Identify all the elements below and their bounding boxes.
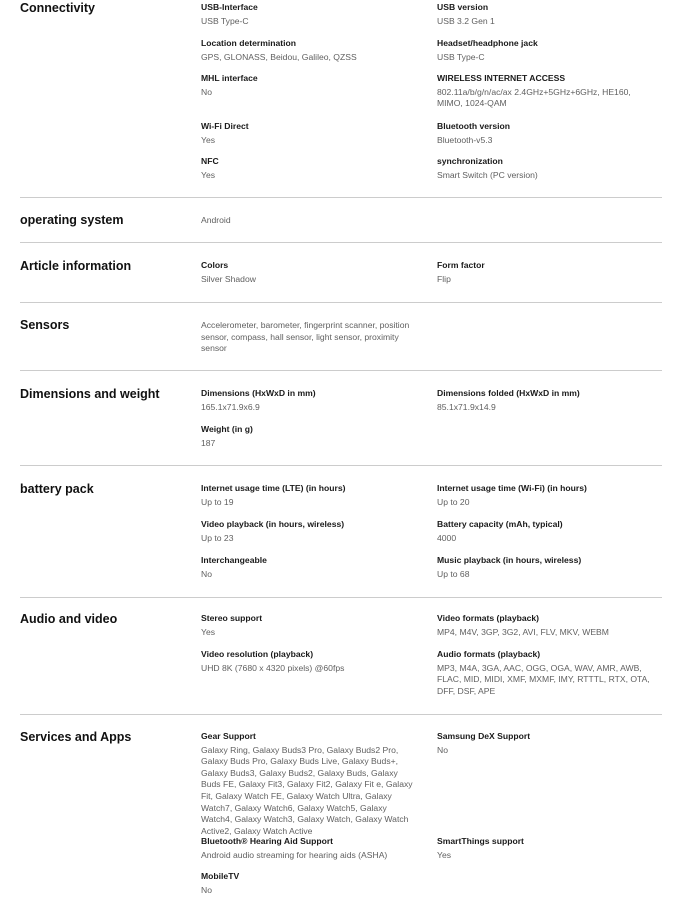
spec-usb-interface bbox=[201, 2, 413, 27]
section-divider bbox=[20, 242, 662, 243]
spec-label: USB-Interface bbox=[201, 2, 258, 12]
spec-label: Gear Support bbox=[201, 731, 256, 741]
spec-label: Colors bbox=[201, 260, 229, 270]
spec-synchronization bbox=[437, 156, 652, 181]
section-title: Dimensions and weight bbox=[20, 387, 160, 401]
spec-label: Bluetooth version bbox=[437, 121, 511, 131]
section-divider bbox=[20, 302, 662, 303]
spec-bluetooth-version bbox=[437, 121, 652, 146]
section-title: Connectivity bbox=[20, 1, 96, 15]
spec-label: Video formats (playback) bbox=[437, 613, 540, 623]
spec-label: MobileTV bbox=[201, 871, 240, 881]
spec-gear-support bbox=[201, 731, 413, 837]
spec-label: USB version bbox=[437, 2, 489, 12]
spec-value: Android audio streaming for hearing aids (ASHA) bbox=[201, 849, 388, 860]
spec-value: Up to 68 bbox=[437, 568, 470, 579]
spec-wireless-internet bbox=[437, 73, 652, 110]
spec-value: MP3, M4A, 3GA, AAC, OGG, OGA, WAV, AMR, AWB, FLAC, MID, MIDI, XMF, MXMF, IMY, RTTTL, RTX, OTA, DFF, DSF, APE bbox=[437, 662, 650, 696]
section-title: Article information bbox=[20, 259, 132, 273]
spec-label: NFC bbox=[201, 156, 219, 166]
spec-value: 4000 bbox=[437, 532, 457, 543]
spec-label: Internet usage time (Wi-Fi) (in hours) bbox=[437, 483, 587, 493]
section-title: Services and Apps bbox=[20, 730, 132, 744]
spec-label: SmartThings support bbox=[437, 836, 524, 846]
spec-hearing-aid-support bbox=[201, 836, 413, 861]
spec-value: Smart Switch (PC version) bbox=[437, 169, 538, 180]
spec-label: Internet usage time (LTE) (in hours) bbox=[201, 483, 346, 493]
section-title: Sensors bbox=[20, 318, 70, 332]
spec-label: Samsung DeX Support bbox=[437, 731, 531, 741]
spec-label: MHL interface bbox=[201, 73, 258, 83]
spec-value: 85.1x71.9x14.9 bbox=[437, 401, 496, 412]
section-divider bbox=[20, 370, 662, 371]
spec-internet-lte bbox=[201, 483, 413, 508]
spec-value: Bluetooth-v5.3 bbox=[437, 134, 493, 145]
section-title: battery pack bbox=[20, 482, 94, 496]
spec-label: Headset/headphone jack bbox=[437, 38, 538, 48]
spec-value: No bbox=[437, 744, 448, 755]
spec-video-playback bbox=[201, 519, 413, 544]
spec-value: GPS, GLONASS, Beidou, Galileo, QZSS bbox=[201, 51, 357, 62]
spec-value: Yes bbox=[201, 134, 216, 145]
section-divider bbox=[20, 465, 662, 466]
spec-value: Up to 23 bbox=[201, 532, 234, 543]
spec-value: USB 3.2 Gen 1 bbox=[437, 15, 495, 26]
spec-label: Weight (in g) bbox=[201, 424, 253, 434]
spec-form-factor bbox=[437, 260, 652, 285]
spec-label: Battery capacity (mAh, typical) bbox=[437, 519, 563, 529]
spec-video-resolution bbox=[201, 649, 413, 674]
spec-battery-capacity bbox=[437, 519, 652, 544]
spec-value: Up to 20 bbox=[437, 496, 470, 507]
section-divider bbox=[20, 714, 662, 715]
spec-label: Dimensions (HxWxD in mm) bbox=[201, 388, 316, 398]
spec-value: USB Type-C bbox=[437, 51, 485, 62]
spec-mhl-interface bbox=[201, 73, 413, 98]
spec-label: Interchangeable bbox=[201, 555, 267, 565]
spec-mobiletv bbox=[201, 871, 413, 896]
spec-label: synchronization bbox=[437, 156, 503, 166]
spec-label: WIRELESS INTERNET ACCESS bbox=[437, 73, 566, 83]
spec-operating-system bbox=[201, 215, 413, 227]
spec-label: Video playback (in hours, wireless) bbox=[201, 519, 345, 529]
spec-label: Wi-Fi Direct bbox=[201, 121, 249, 131]
spec-value: Yes bbox=[201, 169, 216, 180]
spec-value: Up to 19 bbox=[201, 496, 234, 507]
spec-value: MP4, M4V, 3GP, 3G2, AVI, FLV, MKV, WEBM bbox=[437, 626, 609, 637]
spec-smartthings bbox=[437, 836, 652, 861]
spec-value: 187 bbox=[201, 437, 216, 448]
spec-label: Music playback (in hours, wireless) bbox=[437, 555, 582, 565]
spec-location-determination bbox=[201, 38, 413, 63]
spec-internet-wifi bbox=[437, 483, 652, 508]
spec-value: UHD 8K (7680 x 4320 pixels) @60fps bbox=[201, 662, 345, 673]
spec-value: No bbox=[201, 568, 212, 579]
section-divider bbox=[20, 197, 662, 198]
spec-label: Location determination bbox=[201, 38, 297, 48]
spec-samsung-dex bbox=[437, 731, 652, 756]
spec-dimensions bbox=[201, 388, 413, 413]
spec-value: Silver Shadow bbox=[201, 273, 256, 284]
spec-value: Accelerometer, barometer, fingerprint scanner, position sensor, compass, hall sensor, light sensor, proximity sensor bbox=[201, 320, 410, 354]
spec-interchangeable bbox=[201, 555, 413, 580]
spec-label: Dimensions folded (HxWxD in mm) bbox=[437, 388, 580, 398]
spec-value: No bbox=[201, 884, 212, 895]
spec-value: USB Type-C bbox=[201, 15, 249, 26]
spec-label: Video resolution (playback) bbox=[201, 649, 314, 659]
spec-label: Stereo support bbox=[201, 613, 263, 623]
spec-value: Android bbox=[201, 215, 231, 225]
spec-audio-formats bbox=[437, 649, 652, 697]
spec-headset-jack bbox=[437, 38, 652, 63]
spec-wifi-direct bbox=[201, 121, 413, 146]
spec-colors bbox=[201, 260, 413, 285]
spec-sensors bbox=[201, 320, 413, 355]
section-title: operating system bbox=[20, 213, 124, 227]
spec-value: Yes bbox=[437, 849, 452, 860]
spec-value: 165.1x71.9x6.9 bbox=[201, 401, 260, 412]
spec-value: Flip bbox=[437, 273, 451, 284]
spec-nfc bbox=[201, 156, 413, 181]
spec-label: Form factor bbox=[437, 260, 485, 270]
spec-value: 802.11a/b/g/n/ac/ax 2.4GHz+5GHz+6GHz, HE160, MIMO, 1024-QAM bbox=[437, 86, 631, 109]
spec-weight bbox=[201, 424, 413, 449]
spec-value: No bbox=[201, 86, 212, 97]
spec-dimensions-folded bbox=[437, 388, 652, 413]
section-divider bbox=[20, 597, 662, 598]
spec-video-formats bbox=[437, 613, 652, 638]
spec-stereo-support bbox=[201, 613, 413, 638]
spec-usb-version bbox=[437, 2, 652, 27]
spec-music-playback bbox=[437, 555, 652, 580]
spec-label: Audio formats (playback) bbox=[437, 649, 541, 659]
spec-label: Bluetooth® Hearing Aid Support bbox=[201, 836, 334, 846]
spec-value: Yes bbox=[201, 626, 216, 637]
spec-value: Galaxy Ring, Galaxy Buds3 Pro, Galaxy Buds2 Pro, Galaxy Buds Pro, Galaxy Buds Live, Galaxy Buds+, Galaxy Buds3, Galaxy Buds2, Galaxy Buds, Galaxy Buds FE, Galaxy Fit3, Galaxy Fit2, Galaxy Fit e, Galaxy Fit, Galaxy Watch FE, Galaxy Watch Ultra, Galaxy Watch7, Galaxy Watch6, Galaxy Watch5, Galaxy Watch4, Galaxy Watch3, Galaxy Watch, Galaxy Watch Active2, Galaxy Watch Active bbox=[201, 744, 413, 836]
section-title: Audio and video bbox=[20, 612, 118, 626]
